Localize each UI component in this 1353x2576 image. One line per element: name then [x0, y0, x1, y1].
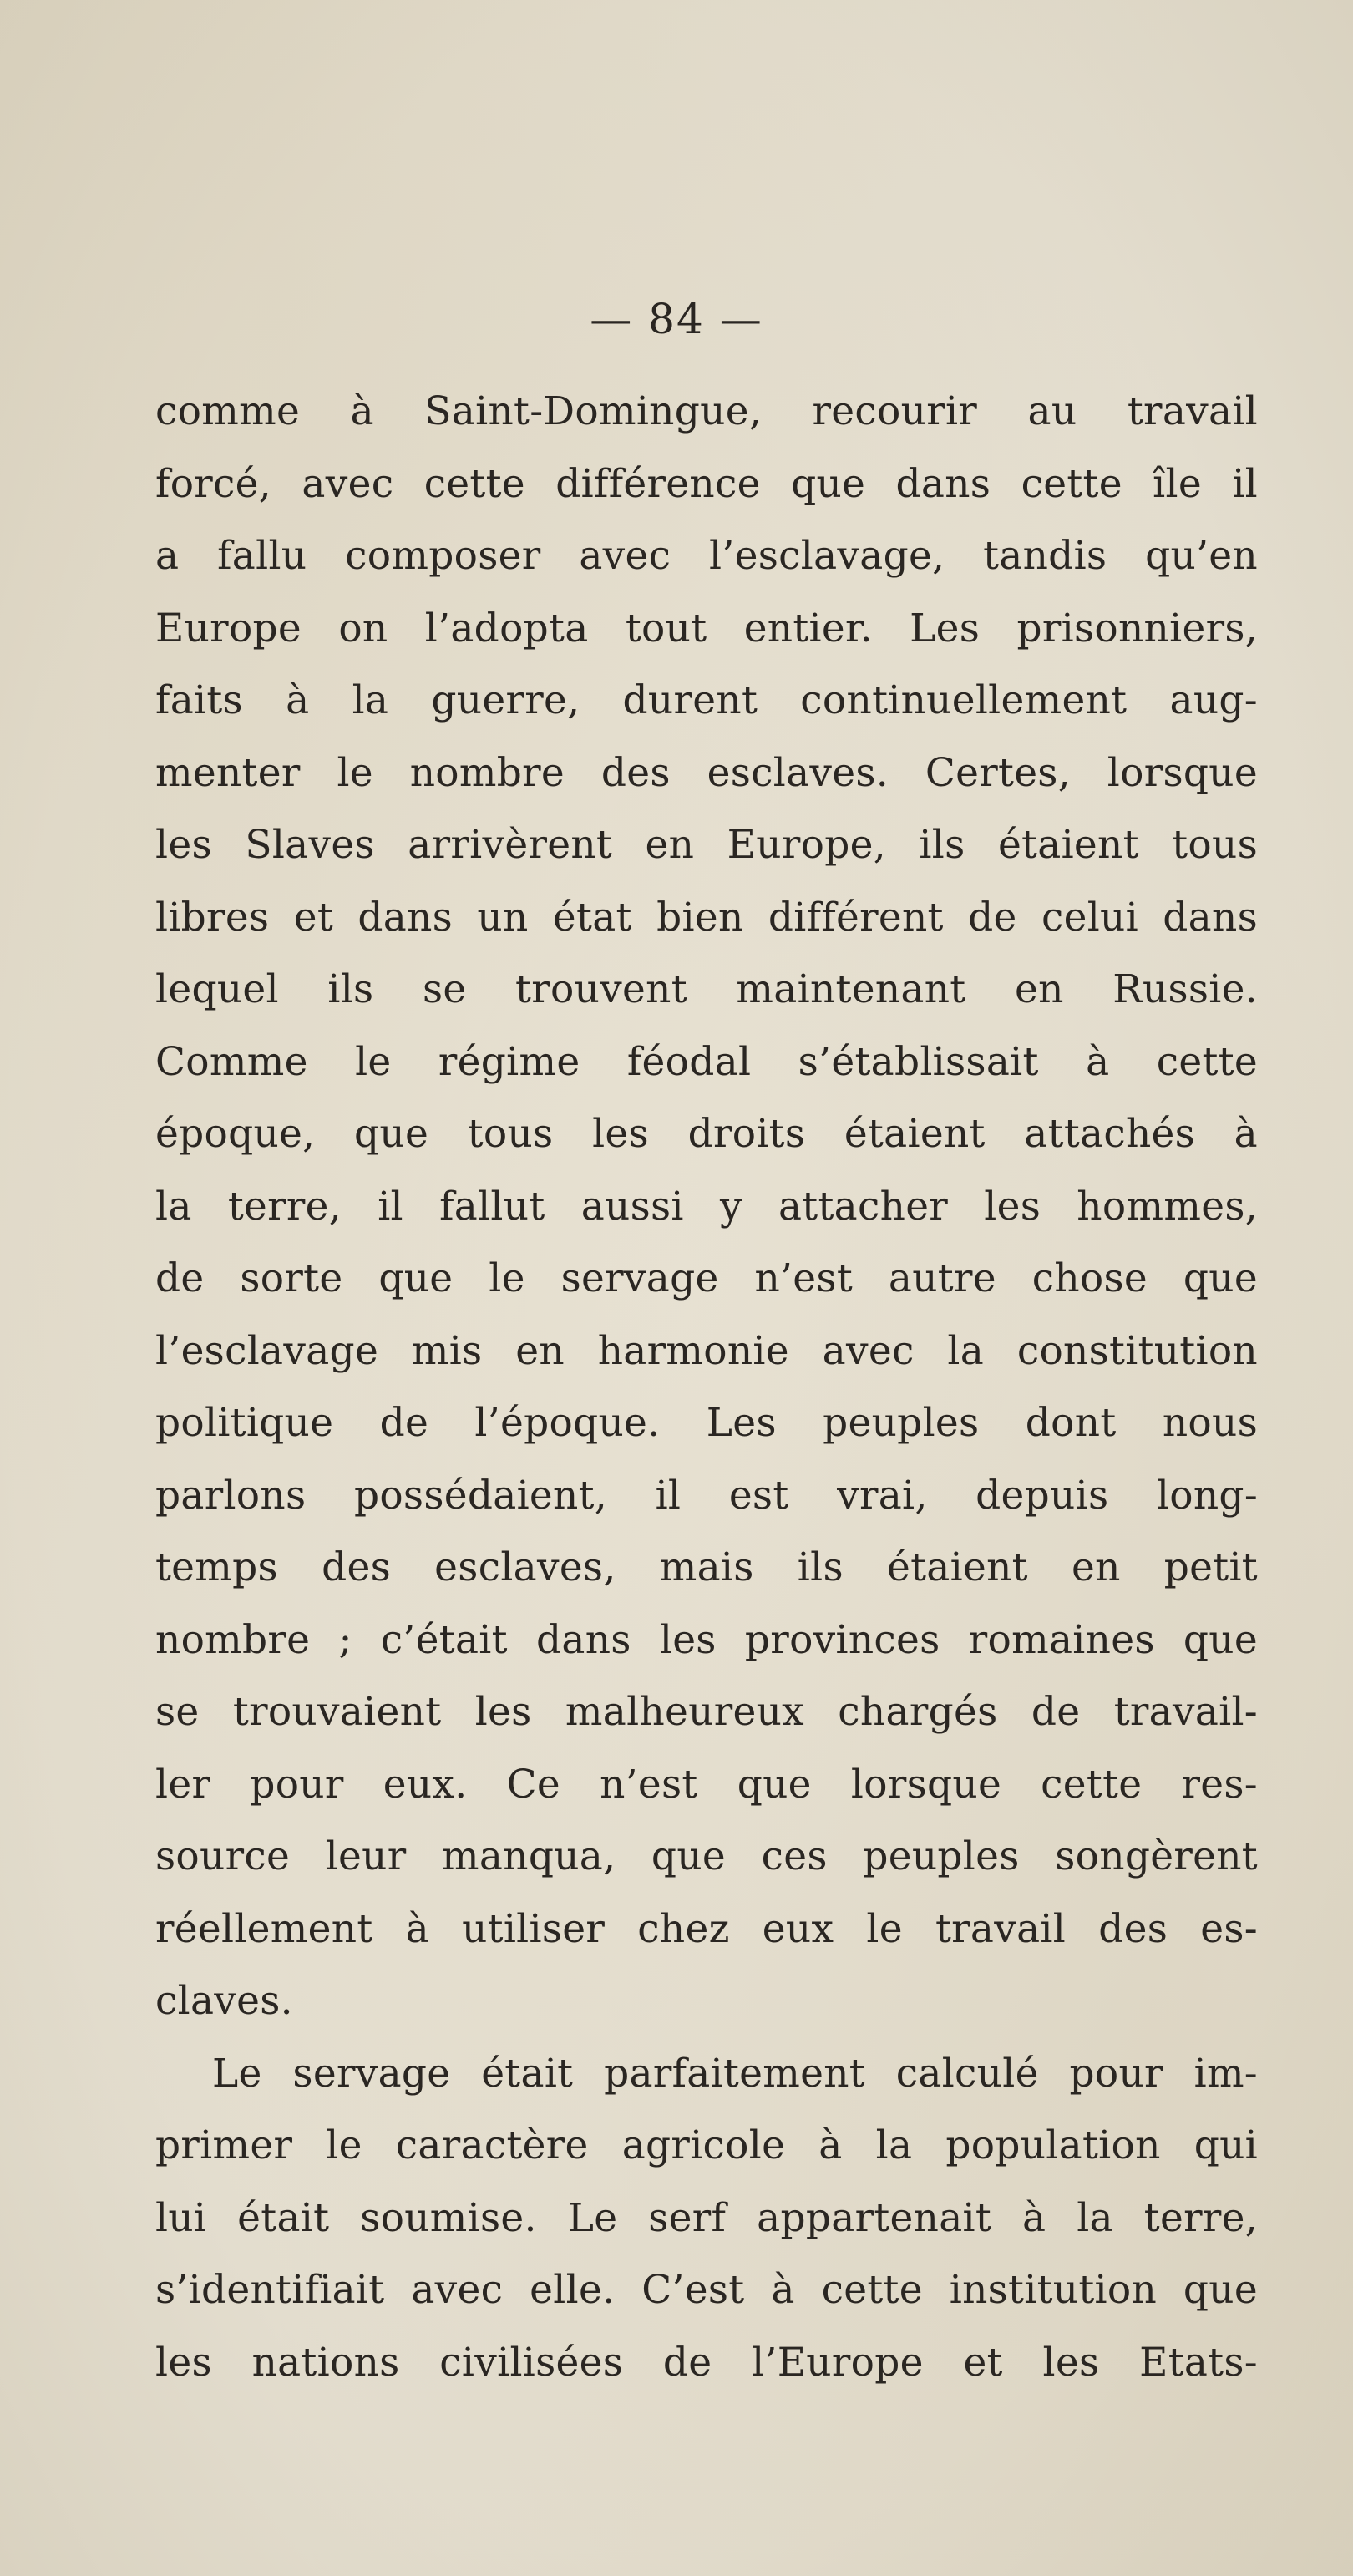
text-line: politique de l’époque. Les peuples dont nous — [155, 1400, 1258, 1446]
paragraph-1 — [155, 376, 1258, 2038]
text-line: claves. — [155, 1978, 293, 2024]
text-line: s’identifiait avec elle. C’est à cette institution que — [155, 2267, 1258, 2313]
text-line: Europe on l’adopta tout entier. Les prisonniers, — [155, 605, 1258, 652]
text-line: ler pour eux. Ce n’est que lorsque cette res- — [155, 1761, 1258, 1808]
text-line: libres et dans un état bien différent de celui dans — [155, 894, 1258, 941]
text-line: les nations civilisées de l’Europe et les Etats- — [155, 2339, 1258, 2386]
text-line: réellement à utiliser chez eux le travail des es- — [155, 1905, 1258, 1952]
body-text — [155, 376, 1258, 2399]
text-line: nombre ; c’était dans les provinces romaines que — [155, 1616, 1258, 1663]
text-line: de sorte que le servage n’est autre chose que — [155, 1255, 1258, 1301]
text-line: forcé, avec cette différence que dans cette île il — [155, 460, 1258, 507]
text-line: époque, que tous les droits étaient attachés à — [155, 1111, 1258, 1157]
text-line: se trouvaient les malheureux chargés de travail- — [155, 1689, 1258, 1735]
text-line: source leur manqua, que ces peuples songèrent — [155, 1833, 1258, 1879]
text-line: la terre, il fallut aussi y attacher les hommes, — [155, 1183, 1258, 1230]
page-number: — 84 — — [590, 295, 763, 343]
text-line: Le servage était parfaitement calculé pour im- — [212, 2050, 1258, 2097]
text-line: temps des esclaves, mais ils étaient en petit — [155, 1544, 1258, 1590]
text-line: primer le caractère agricole à la population qui — [155, 2122, 1258, 2168]
text-line: comme à Saint-Domingue, recourir au travail — [155, 388, 1258, 434]
text-line: menter le nombre des esclaves. Certes, lorsque — [155, 749, 1258, 796]
text-line: lui était soumise. Le serf appartenait à la terre, — [155, 2194, 1258, 2241]
text-line: parlons possédaient, il est vrai, depuis long- — [155, 1472, 1258, 1519]
text-line: faits à la guerre, durent continuellement aug- — [155, 677, 1258, 723]
text-line: lequel ils se trouvent maintenant en Russie. — [155, 966, 1258, 1012]
text-line: Comme le régime féodal s’établissait à cette — [155, 1038, 1258, 1085]
text-line: a fallu composer avec l’esclavage, tandis qu’en — [155, 533, 1258, 579]
paragraph-2 — [155, 2038, 1258, 2400]
text-line: les Slaves arrivèrent en Europe, ils étaient tous — [155, 822, 1258, 868]
text-line: l’esclavage mis en harmonie avec la constitution — [155, 1327, 1258, 1374]
